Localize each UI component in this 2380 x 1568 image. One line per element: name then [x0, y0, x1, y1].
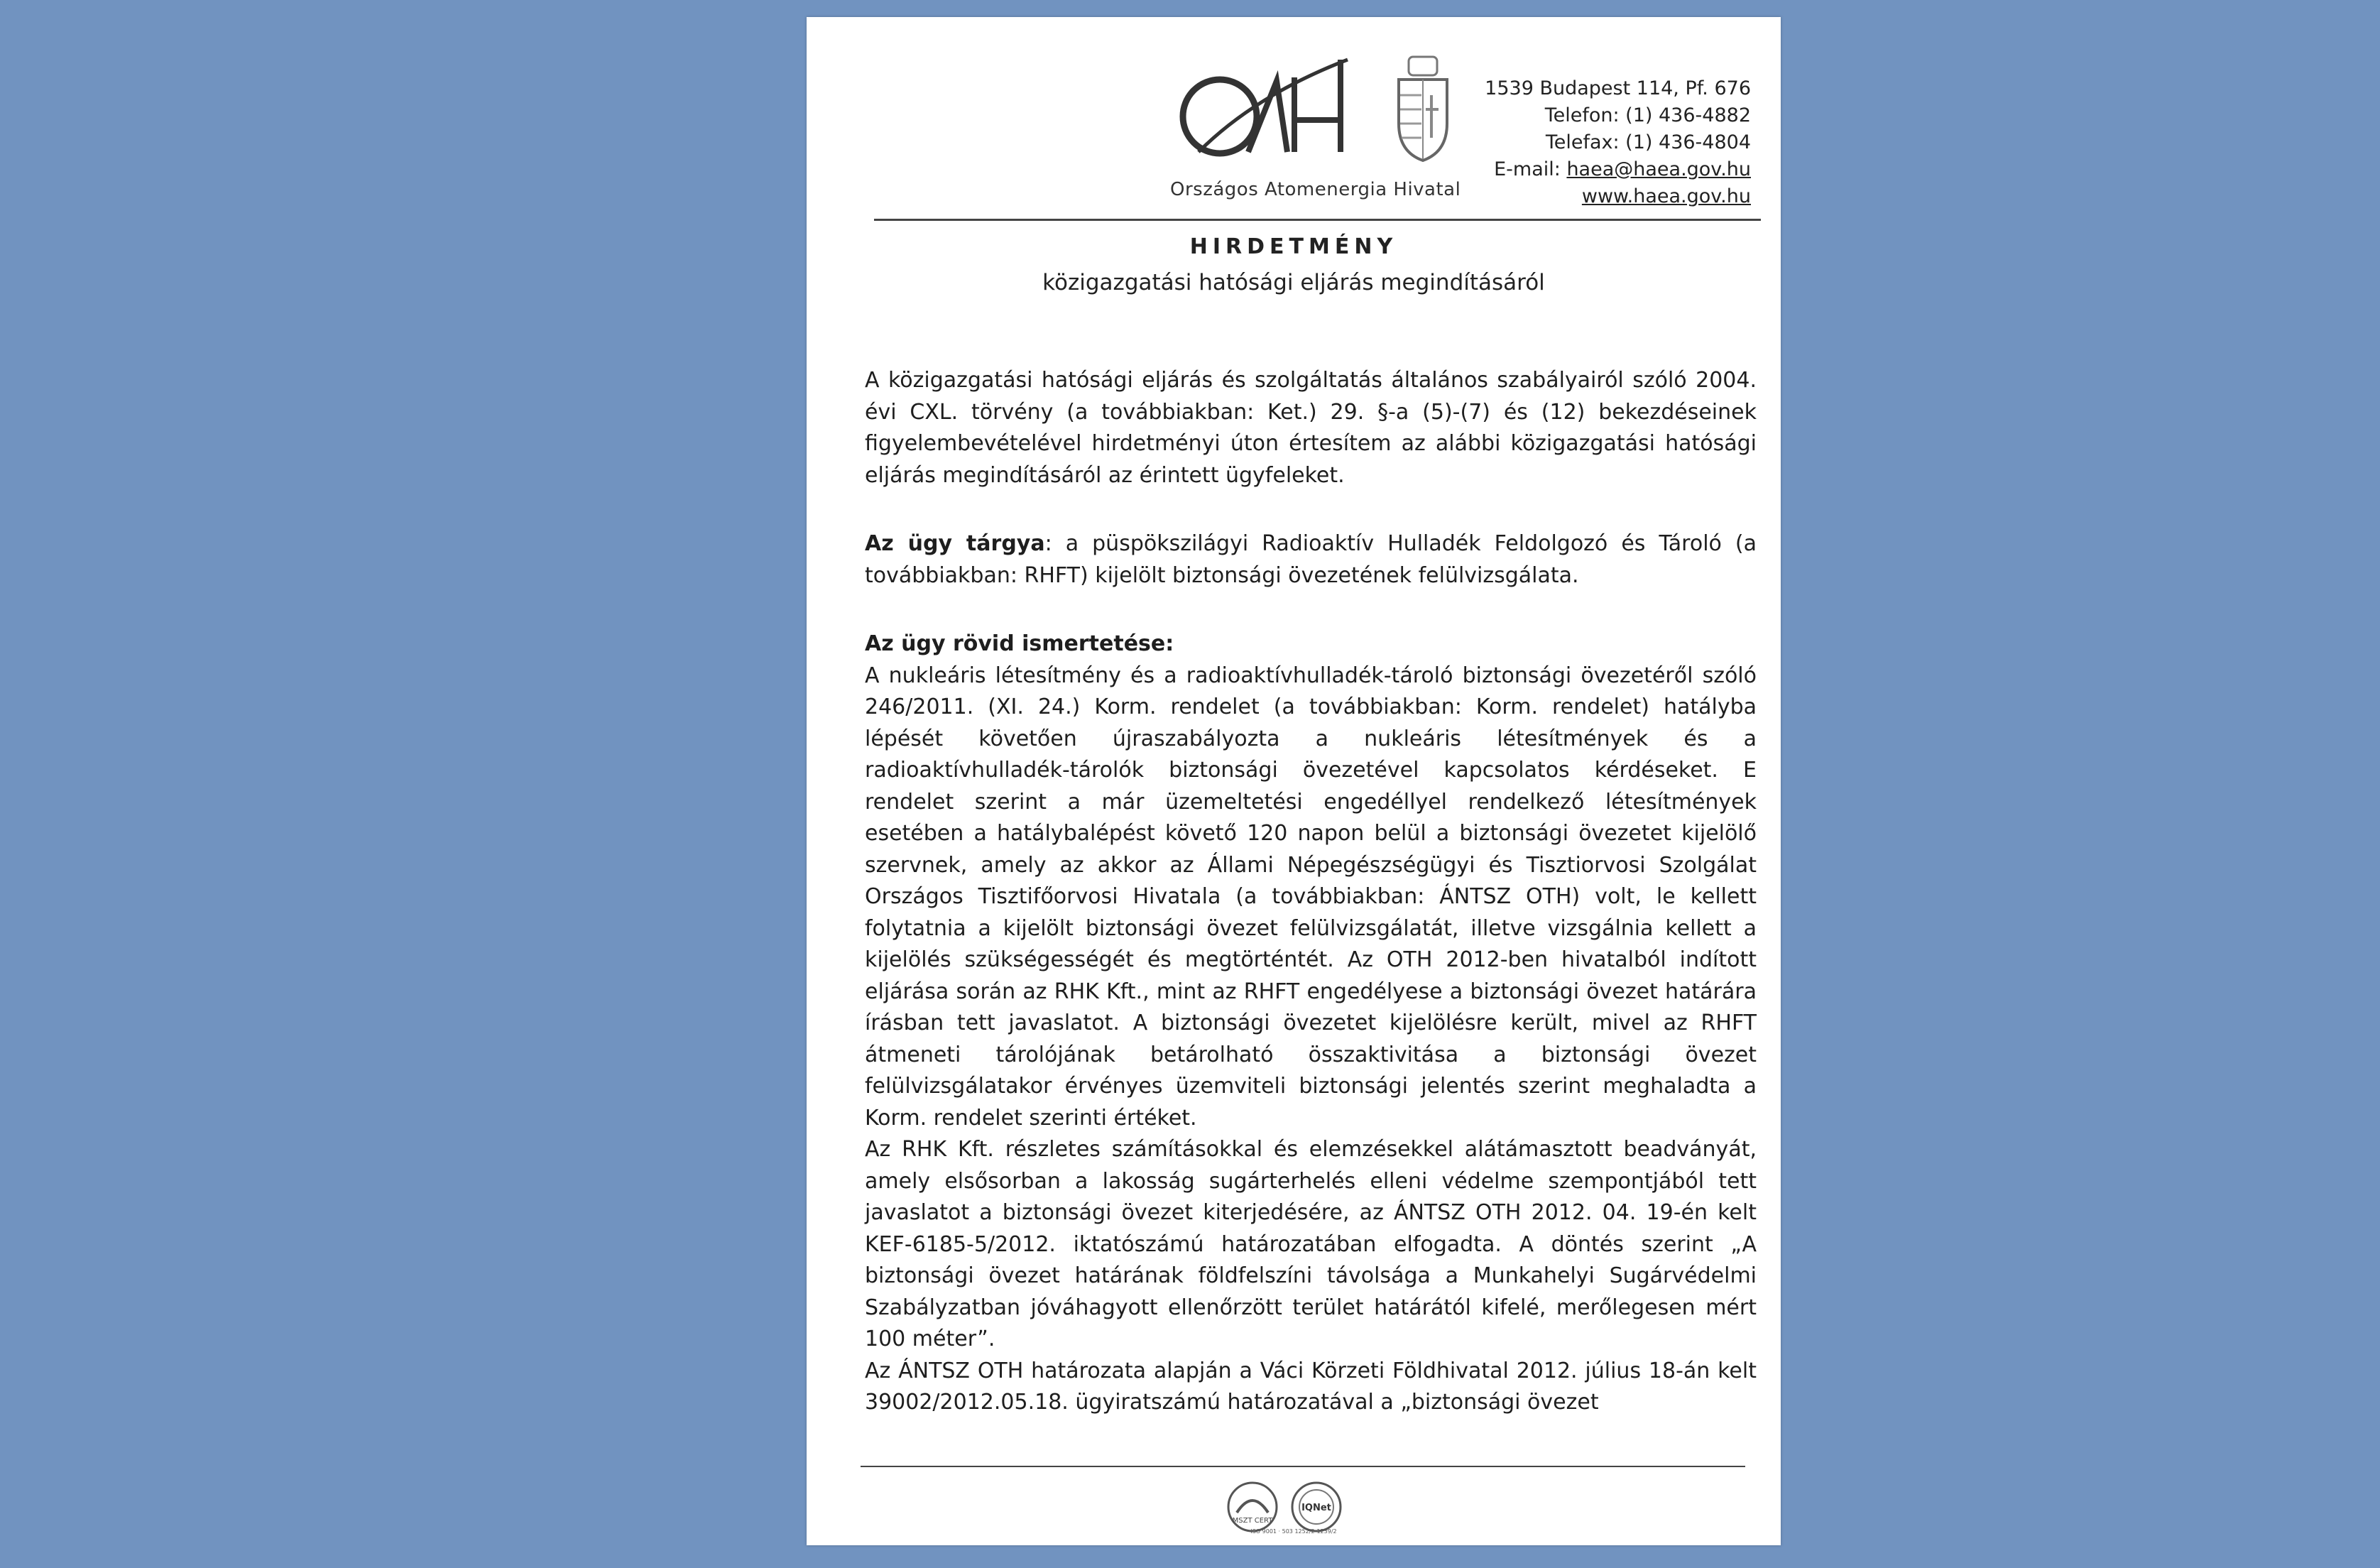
org-name: Országos Atomenergia Hivatal: [1170, 179, 1461, 200]
email-line: [1485, 156, 1751, 183]
summary-paragraph-1: A nukleáris létesítmény és a radioaktívhulladék-tároló biztonsági övezetéről szóló 246/2011. (XI. 24.) Korm. rendelet (a továbbiakban: Korm. rendelet) hatályba lépését követően újraszabályozta a nukleáris létesítmények és a radioaktívhulladék-tárolók biztonsági övezetével kapcsolatos kérdéseket. E rendelet szerint a már üzemeltetési engedéllyel rendelkező létesítmények esetében a hatálybalépést követő 120 napon belül a biztonsági övezetet kijelölő szervnek, amely az akkor az Állami Népegészségügyi és Tisztiorvosi Szolgálat Országos Tisztifőorvosi Hivatala (a továbbiakban: ÁNTSZ OTH) volt, le kellett folytatnia a kijelölt biztonsági övezet felülvizsgálatát, illetve vizsgálnia kellett a kijelölés szükségességét és megtörténtét. Az OTH 2012-ben hivatalból indított eljárása során az RHK Kft., mint az RHFT engedélyese a biztonsági övezet határára írásban tett javaslatot. A biztonsági övezetet kijelölésre került, mivel az RHFT átmeneti tárolójának betárolható összaktivitása a biztonsági övezet felülvizsgálatakor érvényes üzemviteli biztonsági jelentés szerint meghaladta a Korm. rendelet szerinti értéket.: [865, 663, 1757, 1131]
email-link[interactable]: haea@haea.gov.hu: [1566, 158, 1751, 180]
summary-heading: Az ügy rövid ismertetése:: [865, 631, 1174, 656]
document-title: HIRDETMÉNY: [1189, 234, 1398, 259]
certification-note: ISO 9001 · 503 1252/2-1239/2: [1250, 1528, 1337, 1535]
website-link[interactable]: www.haea.gov.hu: [1581, 185, 1751, 207]
footer-divider: [861, 1466, 1745, 1467]
svg-text:IQNet: IQNet: [1301, 1503, 1331, 1513]
document-subtitle: közigazgatási hatósági eljárás megindításáról: [1042, 270, 1545, 295]
subject-text: : a püspökszilágyi Radioaktív Hulladék Feldolgozó és Tároló (a továbbiakban: RHFT) kijelölt biztonsági övezetének felülvizsgálata.: [865, 531, 1757, 588]
document-body: [865, 365, 1757, 1419]
postal-address: 1539 Budapest 114, Pf. 676: [1485, 77, 1751, 99]
svg-text:MSZT CERT: MSZT CERT: [1232, 1517, 1273, 1525]
contact-block: [1485, 75, 1751, 210]
oah-logo-mark: [1170, 53, 1383, 166]
document-page: [807, 17, 1781, 1545]
email-label: E-mail:: [1494, 158, 1567, 180]
mszt-cert-icon: [1228, 1483, 1277, 1531]
subject-paragraph: [865, 528, 1757, 592]
summary-paragraph-2: Az RHK Kft. részletes számításokkal és elemzésekkel alátámasztott beadványát, amely elsősorban a lakosság sugárterhelés elleni védelme szempontjából tett javaslatot a biztonsági övezet kiterjedésére, az ÁNTSZ OTH 2012. 04. 19-én kelt KEF-6185-5/2012. iktatószámú határozatában elfogadta. A döntés szerint „A biztonsági övezet határának földfelszíni távolsága a Munkahelyi Sugárvédelmi Szabályzatban jóváhagyott ellenőrzött terület határától kifelé, merőlegesen mért 100 méter”.: [865, 1137, 1757, 1351]
summary-paragraph-3: Az ÁNTSZ OTH határozata alapján a Váci Körzeti Földhivatal 2012. július 18-án kelt 39002/2012.05.18. ügyiratszámú határozatával a „biztonsági övezet: [865, 1358, 1757, 1415]
oah-logo: [1170, 53, 1461, 209]
iqnet-icon: [1292, 1483, 1341, 1531]
fax-number: Telefax: (1) 436-4804: [1545, 131, 1751, 153]
intro-paragraph: A közigazgatási hatósági eljárás és szolgáltatás általános szabályairól szóló 2004. évi CXL. törvény (a továbbiakban: Ket.) 29. §-a (5)-(7) és (12) bekezdéseinek figyelembevételével hirdetményi úton értesítem az alábbi közigazgatási hatósági eljárás megindításáról az érintett ügyfeleket.: [865, 368, 1757, 488]
header-divider: [874, 219, 1761, 221]
hungarian-coat-of-arms-icon: [1389, 53, 1457, 166]
phone-number: Telefon: (1) 436-4882: [1544, 104, 1751, 126]
subject-label: Az ügy tárgya: [865, 531, 1045, 556]
